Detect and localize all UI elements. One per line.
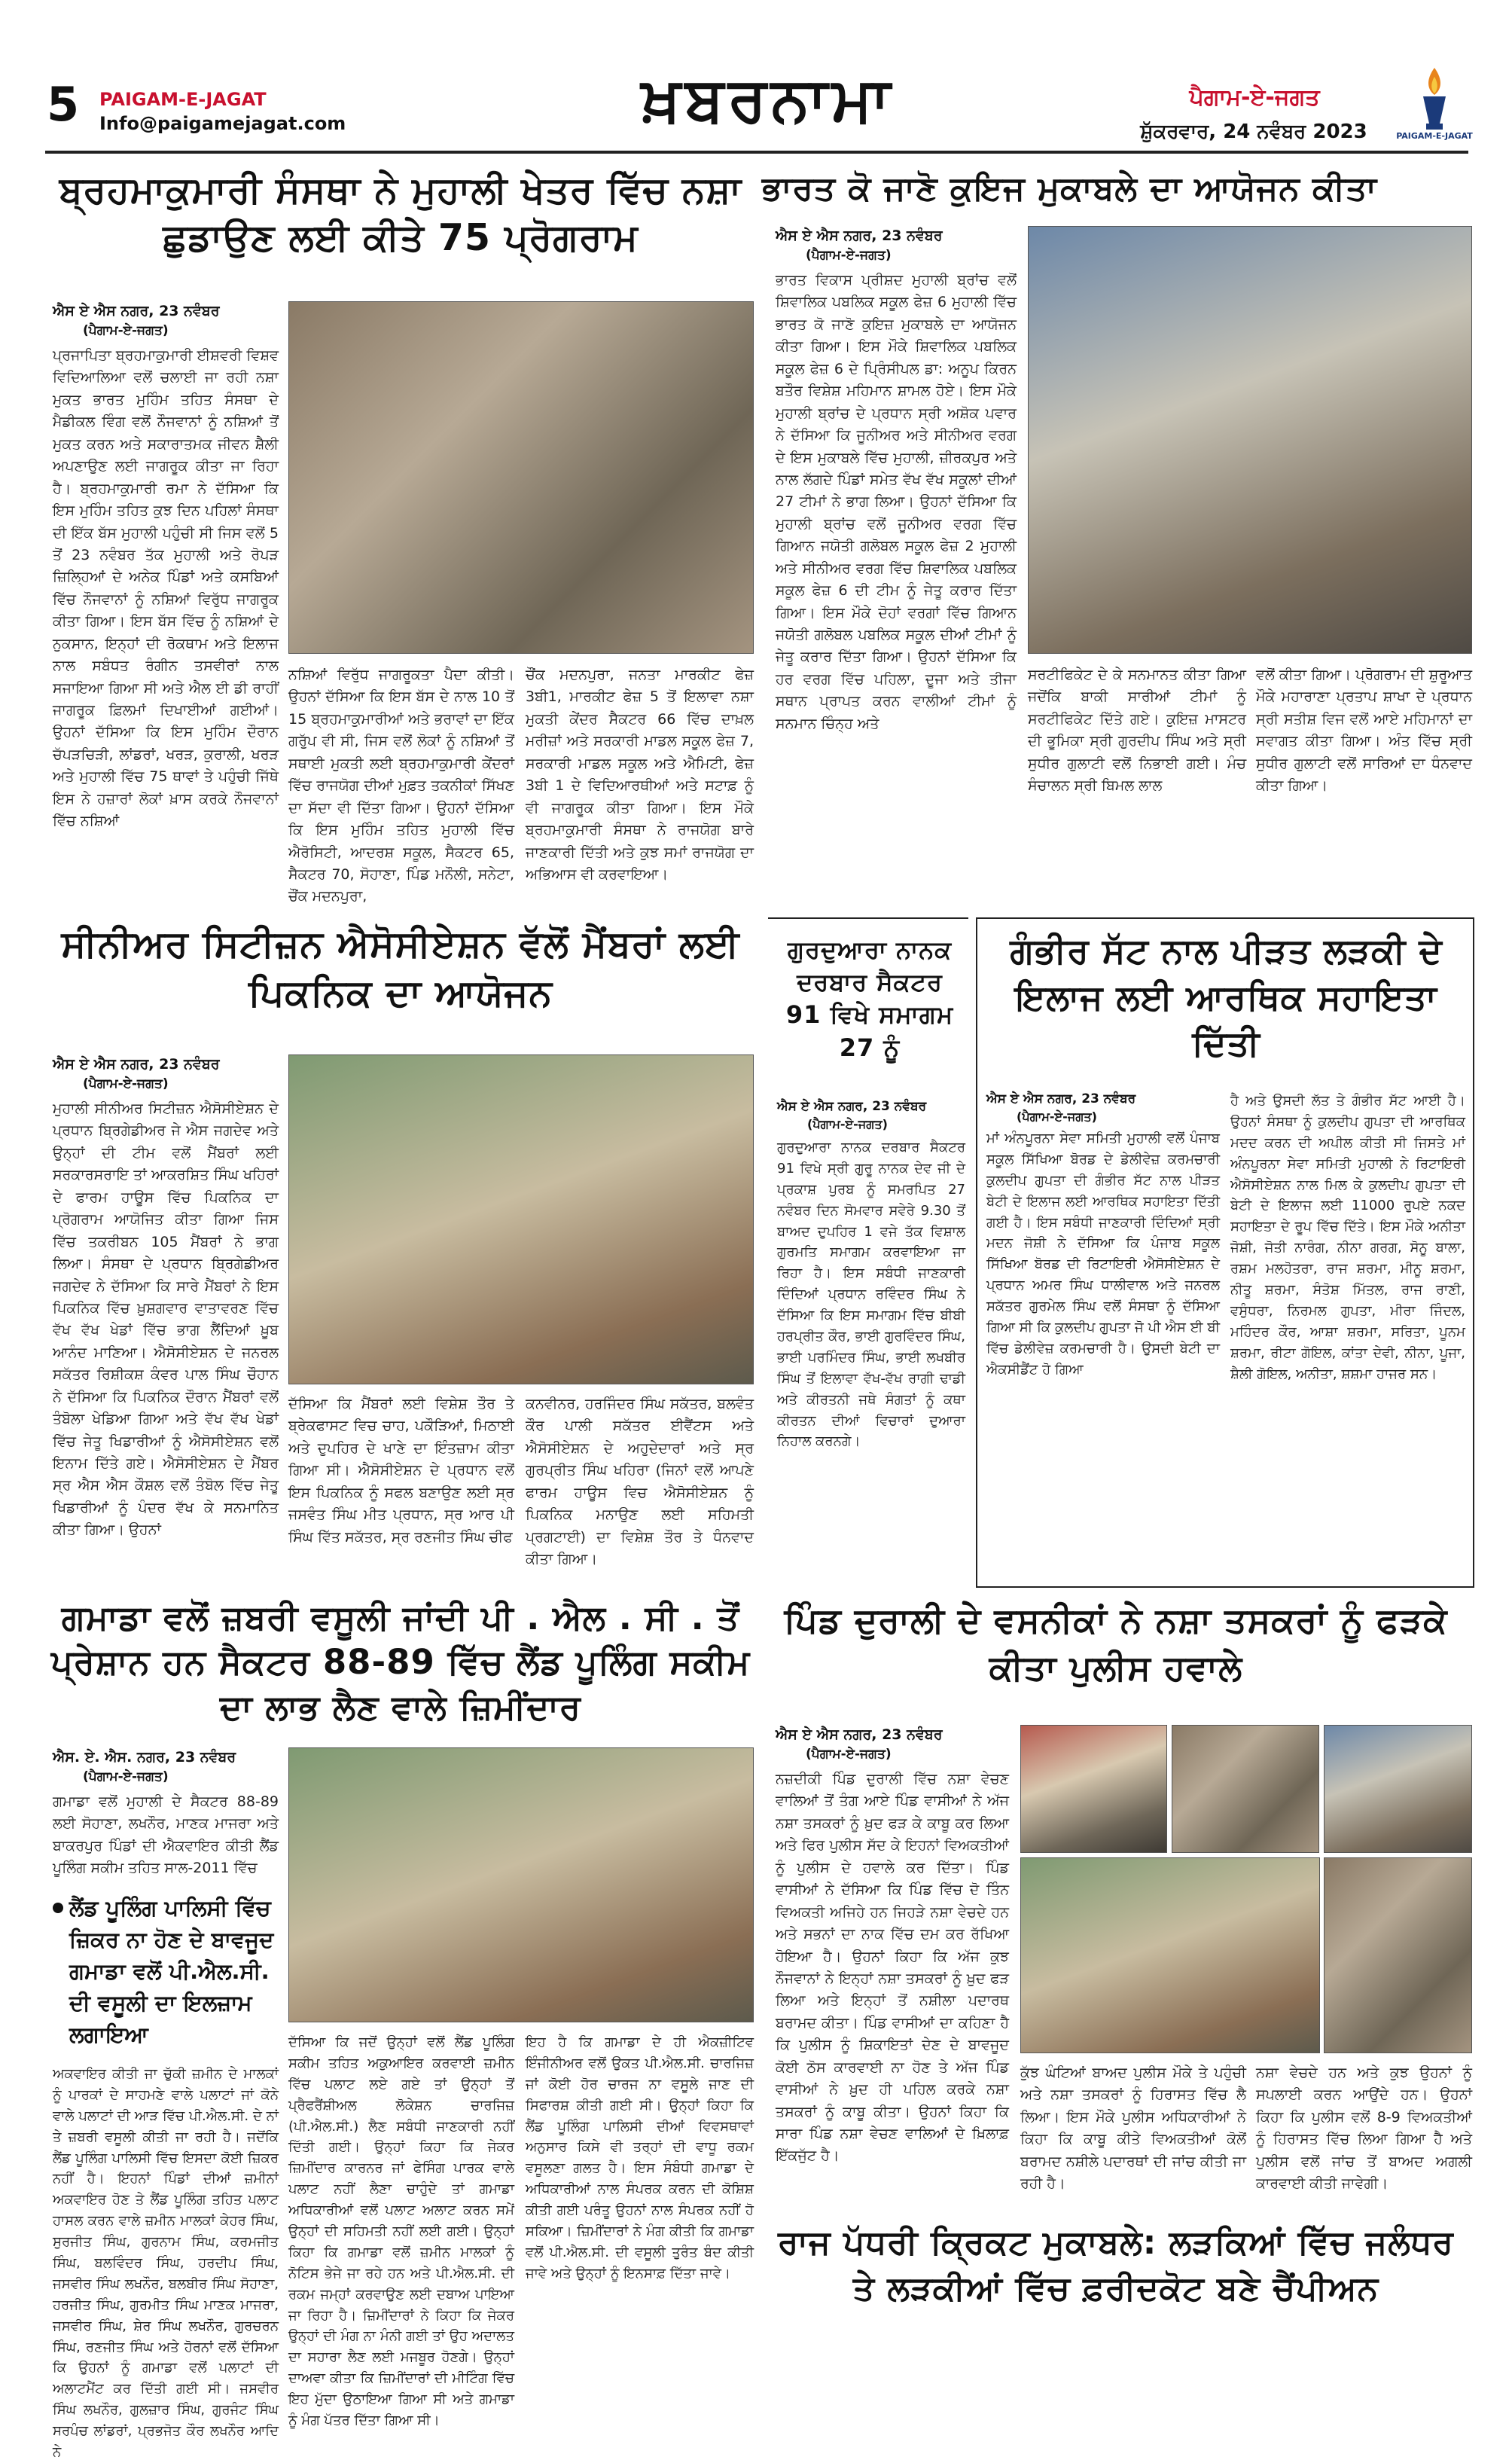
agency: (ਪੈਗਾਮ-ਏ-ਜਗਤ) bbox=[806, 1747, 892, 1762]
article-body-col2: ਹੈ ਅਤੇ ਉਸਦੀ ਲੱਤ ਤੇ ਗੰਭੀਰ ਸੱਟ ਆਈ ਹੈ। ਉਹਨਾਂ ਸੰਸਥਾ ਨੂੰ ਕੁਲਦੀਪ ਗੁਪਤਾ ਦੀ ਆਰਥਿਕ ਮਦਦ ਕਰਨ ਦੀ ਅਪੀਲ ਕੀਤੀ ਸੀ ਜਿਸਤੇ ਮਾਂ ਅੰਨਪੂਰਨਾ ਸੇਵਾ ਸਮਿਤੀ ਮੁਹਾਲੀ ਨੇ ਰਿਟਾਇਰੀ ਐਸੋਸੀਏਸ਼ਨ ਨਾਲ ਮਿਲ ਕੇ ਕੁਲਦੀਪ ਗੁਪਤਾ ਦੀ ਬੇਟੀ ਦੇ ਇਲਾਜ ਲਈ 11000 ਰੁਪਏ ਨਕਦ ਸਹਾਇਤਾ ਦੇ ਰੂਪ ਵਿੱਚ ਦਿੱਤੇ। ਇਸ ਮੌਕੇ ਅਨੀਤਾ ਜੋਸ਼ੀ, ਜੋਤੀ ਨਾਰੰਗ, ਨੀਨਾ ਗਰਗ, ਸੋਨੂ ਬਾਲਾ, ਰਸ਼ਮ ਮਲਹੋਤਰਾ, ਰਾਜ ਸ਼ਰਮਾ, ਮੀਨੂ ਸ਼ਰਮਾ, ਨੀਤੂ ਸ਼ਰਮਾ, ਸੰਤੋਸ਼ ਮਿੱਤਲ, ਰਾਜ ਰਾਣੀ, ਵਸੁੰਧਰਾ, ਨਿਰਮਲ ਗੁਪਤਾ, ਮੀਰਾ ਜਿੰਦਲ, ਮਹਿੰਦਰ ਕੌਰ, ਆਸ਼ਾ ਸ਼ਰਮਾ, ਸਰਿਤਾ, ਪੂਨਮ ਸ਼ਰਮਾ, ਰੀਟਾ ਗੋਇਲ, ਕਾਂਤਾ ਦੇਵੀ, ਨੀਨਾ, ਪੂਜਾ, ਸ਼ੈਲੀ ਗੋਇਲ, ਅਨੀਤਾ, ਸ਼ਸ਼ਮਾ ਹਾਜਰ ਸਨ। bbox=[1230, 1093, 1465, 1382]
article-body-col3: ਨਸ਼ਾ ਵੇਚਦੇ ਹਨ ਅਤੇ ਕੁਝ ਉਹਨਾਂ ਨੂੰ ਸਪਲਾਈ ਕਰਨ ਆਉਂਦੇ ਹਨ। ਉਹਨਾਂ ਕਿਹਾ ਕਿ ਪੁਲੀਸ ਵਲੋਂ 8-9 ਵਿਅਕਤੀਆਂ ਨੂੰ ਹਿਰਾਸਤ ਵਿੱਚ ਲਿਆ ਗਿਆ ਹੈ ਅਤੇ ਪੁਲੀਸ ਵਲੋਂ ਜਾਂਚ ਤੋਂ ਬਾਅਦ ਅਗਲੀ ਕਾਰਵਾਈ ਕੀਤੀ ਜਾਵੇਗੀ। bbox=[1256, 2065, 1472, 2193]
article-body-col1: ਪ੍ਰਜਾਪਿਤਾ ਬ੍ਰਹਮਾਕੁਮਾਰੀ ਈਸ਼ਵਰੀ ਵਿਸ਼ਵ ਵਿਦਿਆਲਿਆ ਵਲੋਂ ਚਲਾਈ ਜਾ ਰਹੀ ਨਸ਼ਾ ਮੁਕਤ ਭਾਰਤ ਮੁਹਿੰਮ ਤਹਿਤ ਸੰਸਥਾ ਦੇ ਮੈਡੀਕਲ ਵਿੰਗ ਵਲੋਂ ਨੌਜਵਾਨਾਂ ਨੂੰ ਨਸ਼ਿਆਂ ਤੋਂ ਮੁਕਤ ਕਰਨ ਅਤੇ ਸਕਾਰਾਤਮਕ ਜੀਵਨ ਸ਼ੈਲੀ ਅਪਣਾਉਣ ਲਈ ਜਾਗਰੂਕ ਕੀਤਾ ਜਾ ਰਿਹਾ ਹੈ। ਬ੍ਰਹਮਾਕੁਮਾਰੀ ਰਮਾ ਨੇ ਦੱਸਿਆ ਕਿ ਇਸ ਮੁਹਿੰਮ ਤਹਿਤ ਕੁਝ ਦਿਨ ਪਹਿਲਾਂ ਸੰਸਥਾ ਦੀ ਇੱਕ ਬੱਸ ਮੁਹਾਲੀ ਪਹੁੰਚੀ ਸੀ ਜਿਸ ਵਲੋਂ 5 ਤੋਂ 23 ਨਵੰਬਰ ਤੱਕ ਮੁਹਾਲੀ ਅਤੇ ਰੋਪੜ ਜ਼ਿਲ੍ਹਿਆਂ ਦੇ ਅਨੇਕ ਪਿੰਡਾਂ ਅਤੇ ਕਸਬਿਆਂ ਵਿੱਚ ਨੌਜਵਾਨਾਂ ਨੂੰ ਨਸ਼ਿਆਂ ਵਿਰੁੱਧ ਜਾਗਰੂਕ ਕੀਤਾ ਗਿਆ। ਇਸ ਬੱਸ ਵਿੱਚ ਨੂੰ ਨਸ਼ਿਆਂ ਦੇ ਨੁਕਸਾਨ, ਇਨ੍ਹਾਂ ਦੀ ਰੋਕਥਾਮ ਅਤੇ ਇਲਾਜ ਨਾਲ ਸਬੰਧਤ ਰੰਗੀਨ ਤਸਵੀਰਾਂ ਨਾਲ ਸਜਾਇਆ ਗਿਆ ਸੀ ਅਤੇ ਐਲ ਈ ਡੀ ਰਾਹੀਂ ਜਾਗਰੂਕ ਫ਼ਿਲਮਾਂ ਦਿਖਾਈਆਂ ਗਈਆਂ। ਉਹਨਾਂ ਦੱਸਿਆ ਕਿ ਇਸ ਮੁਹਿੰਮ ਦੌਰਾਨ ਚੱਪੜਚਿੜੀ, ਲਾਂਡਰਾਂ, ਖਰੜ, ਕੁਰਾਲੀ, ਖਰੜ ਅਤੇ ਮੁਹਾਲੀ ਵਿੱਚ 75 ਥਾਵਾਂ ਤੇ ਪਹੁੰਚੀ ਜਿੱਥੇ ਇਸ ਨੇ ਹਜ਼ਾਰਾਂ ਲੋਕਾਂ ਖ਼ਾਸ ਕਰਕੇ ਨੌਜਵਾਨਾਂ ਵਿੱਚ ਨਸ਼ਿਆਂ bbox=[53, 347, 279, 830]
article-body-col2: ਸਰਟੀਫਿਕੇਟ ਦੇ ਕੇ ਸਨਮਾਨਤ ਕੀਤਾ ਗਿਆ ਜਦੋਂਕਿ ਬਾਕੀ ਸਾਰੀਆਂ ਟੀਮਾਂ ਨੂੰ ਸਰਟੀਫਿਕੇਟ ਦਿੱਤੇ ਗਏ। ਕੁਇਜ਼ ਮਾਸਟਰ ਦੀ ਭੂਮਿਕਾ ਸ੍ਰੀ ਗੁਰਦੀਪ ਸਿੰਘ ਅਤੇ ਸ੍ਰੀ ਸੁਧੀਰ ਗੁਲਾਟੀ ਵਲੋਂ ਨਿਭਾਈ ਗਈ। ਮੰਚ ਸੰਚਾਲਨ ਸ੍ਰੀ ਬਿਮਲ ਲਾਲ bbox=[1028, 667, 1246, 795]
bullet-icon bbox=[53, 1903, 63, 1913]
photo-picnic bbox=[288, 1054, 754, 1384]
page-number: 5 bbox=[47, 77, 80, 132]
headline-financial-aid: ਗੰਭੀਰ ਸੱਟ ਨਾਲ ਪੀੜਤ ਲੜਕੀ ਦੇ ਇਲਾਜ ਲਈ ਆਰਥਿਕ ਸਹਾਇਤਾ ਦਿੱਤੀ bbox=[1010, 930, 1443, 1064]
photo-awareness-gathering bbox=[288, 301, 754, 654]
agency: (ਪੈਗਾਮ-ਏ-ਜਗਤ) bbox=[807, 1117, 888, 1131]
dateline: ਐਸ ਏ ਐਸ ਨਗਰ, 23 ਨਵੰਬਰ bbox=[776, 227, 943, 244]
dateline: ਐਸ ਏ ਐਸ ਨਗਰ, 23 ਨਵੰਬਰ bbox=[53, 1056, 220, 1073]
headline-gurdwara: ਗੁਰਦੁਆਰਾ ਨਾਨਕ ਦਰਬਾਰ ਸੈਕਟਰ 91 ਵਿਖੇ ਸਮਾਗਮ 27 ਨੂੰ bbox=[785, 935, 954, 1062]
agency: (ਪੈਗਾਮ-ਏ-ਜਗਤ) bbox=[1017, 1109, 1097, 1124]
article-body-col2: ਕੁੱਝ ਘੰਟਿਆਂ ਬਾਅਦ ਪੁਲੀਸ ਮੌਕੇ ਤੇ ਪਹੁੰਚੀ ਅਤੇ ਨਸ਼ਾ ਤਸਕਰਾਂ ਨੂੰ ਹਿਰਾਸਤ ਵਿੱਚ ਲੈ ਲਿਆ। ਇਸ ਮੌਕੇ ਪੁਲੀਸ ਅਧਿਕਾਰੀਆਂ ਨੇ ਕਿਹਾ ਕਿ ਕਾਬੂ ਕੀਤੇ ਵਿਅਕਤੀਆਂ ਕੋਲੋਂ ਬਰਾਮਦ ਨਸ਼ੀਲੇ ਪਦਾਰਥਾਂ ਦੀ ਜਾਂਚ ਕੀਤੀ ਜਾ ਰਹੀ ਹੈ। bbox=[1020, 2065, 1246, 2193]
article-body-col1: ਅਕਵਾਇਰ ਕੀਤੀ ਜਾ ਚੁੱਕੀ ਜ਼ਮੀਨ ਦੇ ਮਾਲਕਾਂ ਨੂੰ ਪਾਰਕਾਂ ਦੇ ਸਾਹਮਣੇ ਵਾਲੇ ਪਲਾਟਾਂ ਜਾਂ ਕੋਨੇ ਵਾਲੇ ਪਲਾਟਾਂ ਦੀ ਆੜ ਵਿੱਚ ਪੀ.ਐਲ.ਸੀ. ਦੇ ਨਾਂ ਤੇ ਜ਼ਬਰੀ ਵਸੂਲੀ ਕੀਤੀ ਜਾ ਰਹੀ ਹੈ। ਜਦੋਂਕਿ ਲੈਂਡ ਪੂਲਿੰਗ ਪਾਲਿਸੀ ਵਿੱਚ ਇਸਦਾ ਕੋਈ ਜ਼ਿਕਰ ਨਹੀਂ ਹੈ। ਇਹਨਾਂ ਪਿੰਡਾਂ ਦੀਆਂ ਜ਼ਮੀਨਾਂ ਅਕਵਾਇਰ ਹੋਣ ਤੇ ਲੈਂਡ ਪੂਲਿੰਗ ਤਹਿਤ ਪਲਾਟ ਹਾਸਲ ਕਰਨ ਵਾਲੇ ਜ਼ਮੀਨ ਮਾਲਕਾਂ ਕੇਹਰ ਸਿੰਘ, ਸੁਰਜੀਤ ਸਿੰਘ, ਗੁਰਨਾਮ ਸਿੰਘ, ਕਰਮਜੀਤ ਸਿੰਘ, ਬਲਵਿੰਦਰ ਸਿੰਘ, ਹਰਦੀਪ ਸਿੰਘ, ਜਸਵੀਰ ਸਿੰਘ ਲਖਨੌਰ, ਬਲਬੀਰ ਸਿੰਘ ਸੋਹਾਣਾ, ਹਰਜੀਤ ਸਿੰਘ, ਗੁਰਮੀਤ ਸਿੰਘ ਮਾਣਕ ਮਾਜਰਾ, ਜਸਵੀਰ ਸਿੰਘ, ਸ਼ੇਰ ਸਿੰਘ ਲਖਨੌਰ, ਗੁਰਚਰਨ ਸਿੰਘ, ਰਣਜੀਤ ਸਿੰਘ ਅਤੇ ਹੋਰਨਾਂ ਵਲੋਂ ਦੱਸਿਆ ਕਿ ਉਹਨਾਂ ਨੂੰ ਗਮਾਡਾ ਵਲੋਂ ਪਲਾਟਾਂ ਦੀ ਅਲਾਟਮੈਂਟ ਕਰ ਦਿੱਤੀ ਗਈ ਸੀ। ਜਸਵੀਰ ਸਿੰਘ ਲਖਨੌਰ, ਗੁਲਜ਼ਾਰ ਸਿੰਘ, ਗੁਰਜੰਟ ਸਿੰਘ ਸਰਪੰਚ ਲਾਂਡਰਾਂ, ਪ੍ਰਭਜੋਤ ਕੌਰ ਲਖਨੌਰ ਆਦਿ ਨੇ bbox=[53, 2066, 279, 2461]
subhead-box bbox=[53, 1892, 279, 2058]
article-body-col3: ਕਨਵੀਨਰ, ਹਰਜਿੰਦਰ ਸਿੰਘ ਸਕੱਤਰ, ਬਲਵੰਤ ਕੌਰ ਪਾਲੀ ਸਕੱਤਰ ਈਵੈਂਟਸ ਅਤੇ ਐਸੋਸੀਏਸ਼ਨ ਦੇ ਅਹੁਦੇਦਾਰਾਂ ਅਤੇ ਸ੍ਰ ਗੁਰਪ੍ਰੀਤ ਸਿੰਘ ਖਹਿਰਾ (ਜਿਨਾਂ ਵਲੋਂ ਆਪਣੇ ਫਾਰਮ ਹਾਊਸ ਵਿਚ ਐਸੋਸੀਏਸ਼ਨ ਨੂੰ ਪਿਕਨਿਕ ਮਨਾਉਣ ਲਈ ਸਹਿਮਤੀ ਪ੍ਰਗਟਾਈ) ਦਾ ਵਿਸ਼ੇਸ਼ ਤੌਰ ਤੇ ਧੰਨਵਾਦ ਕੀਤਾ ਗਿਆ। bbox=[526, 1396, 754, 1568]
article-body-col1: ਨਜ਼ਦੀਕੀ ਪਿੰਡ ਦੁਰਾਲੀ ਵਿੱਚ ਨਸ਼ਾ ਵੇਚਣ ਵਾਲਿਆਂ ਤੋਂ ਤੰਗ ਆਏ ਪਿੰਡ ਵਾਸੀਆਂ ਨੇ ਅੱਜ ਨਸ਼ਾ ਤਸਕਰਾਂ ਨੂੰ ਖ਼ੁਦ ਫੜ ਕੇ ਕਾਬੂ ਕਰ ਲਿਆ ਅਤੇ ਫਿਰ ਪੁਲੀਸ ਸੱਦ ਕੇ ਇਹਨਾਂ ਵਿਅਕਤੀਆਂ ਨੂੰ ਪੁਲੀਸ ਦੇ ਹਵਾਲੇ ਕਰ ਦਿੱਤਾ। ਪਿੰਡ ਵਾਸੀਆਂ ਨੇ ਦੱਸਿਆ ਕਿ ਪਿੰਡ ਵਿੱਚ ਦੋ ਤਿੰਨ ਵਿਅਕਤੀ ਅਜਿਹੇ ਹਨ ਜਿਹੜੇ ਨਸ਼ਾ ਵੇਚਦੇ ਹਨ ਅਤੇ ਸਭਨਾਂ ਦਾ ਨਾਕ ਵਿੱਚ ਦਮ ਕਰ ਰੱਖਿਆ ਹੋਇਆ ਹੈ। ਉਹਨਾਂ ਕਿਹਾ ਕਿ ਅੱਜ ਕੁਝ ਨੌਜਵਾਨਾਂ ਨੇ ਇਨ੍ਹਾਂ ਨਸ਼ਾ ਤਸਕਰਾਂ ਨੂੰ ਖ਼ੁਦ ਫੜ ਲਿਆ ਅਤੇ ਇਨ੍ਹਾਂ ਤੋਂ ਨਸ਼ੀਲਾ ਪਦਾਰਥ ਬਰਾਮਦ ਕੀਤਾ। ਪਿੰਡ ਵਾਸੀਆਂ ਦਾ ਕਹਿਣਾ ਹੈ ਕਿ ਪੁਲੀਸ ਨੂੰ ਸ਼ਿਕਾਇਤਾਂ ਦੇਣ ਦੇ ਬਾਵਜੂਦ ਕੋਈ ਠੋਸ ਕਾਰਵਾਈ ਨਾ ਹੋਣ ਤੇ ਅੱਜ ਪਿੰਡ ਵਾਸੀਆਂ ਨੇ ਖ਼ੁਦ ਹੀ ਪਹਿਲ ਕਰਕੇ ਨਸ਼ਾ ਤਸਕਰਾਂ ਨੂੰ ਕਾਬੂ ਕੀਤਾ। ਉਹਨਾਂ ਕਿਹਾ ਕਿ ਸਾਰਾ ਪਿੰਡ ਨਸ਼ਾ ਵੇਚਣ ਵਾਲਿਆਂ ਦੇ ਖ਼ਿਲਾਫ਼ ਇੱਕਜੁੱਟ ਹੈ। bbox=[776, 1771, 1009, 2165]
agency: (ਪੈਗਾਮ-ਏ-ਜਗਤ) bbox=[83, 323, 169, 338]
article-body-col3: ਇਹ ਹੈ ਕਿ ਗਮਾਡਾ ਦੇ ਹੀ ਐਕਜ਼ੀਟਿਵ ਇੰਜੀਨੀਅਰ ਵਲੋਂ ਉਕਤ ਪੀ.ਐਲ.ਸੀ. ਚਾਰਜਿਜ਼ ਜਾਂ ਕੋਈ ਹੋਰ ਚਾਰਜ ਨਾ ਵਸੂਲੇ ਜਾਣ ਦੀ ਸਿਫਾਰਸ਼ ਕੀਤੀ ਗਈ ਸੀ। ਉਨ੍ਹਾਂ ਕਿਹਾ ਕਿ ਲੈਂਡ ਪੂਲਿੰਗ ਪਾਲਿਸੀ ਦੀਆਂ ਵਿਵਸਥਾਵਾਂ ਅਨੁਸਾਰ ਕਿਸੇ ਵੀ ਤਰ੍ਹਾਂ ਦੀ ਵਾਧੂ ਰਕਮ ਵਸੂਲਣਾ ਗਲਤ ਹੈ। ਇਸ ਸੰਬੰਧੀ ਗਮਾਡਾ ਦੇ ਅਧਿਕਾਰੀਆਂ ਨਾਲ ਸੰਪਰਕ ਕਰਨ ਦੀ ਕੋਸ਼ਿਸ਼ ਕੀਤੀ ਗਈ ਪਰੰਤੂ ਉਹਨਾਂ ਨਾਲ ਸੰਪਰਕ ਨਹੀਂ ਹੋ ਸਕਿਆ। ਜ਼ਿਮੀਂਦਾਰਾਂ ਨੇ ਮੰਗ ਕੀਤੀ ਕਿ ਗਮਾਡਾ ਵਲੋਂ ਪੀ.ਐਲ.ਸੀ. ਦੀ ਵਸੂਲੀ ਤੁਰੰਤ ਬੰਦ ਕੀਤੀ ਜਾਵੇ ਅਤੇ ਉਨ੍ਹਾਂ ਨੂੰ ਇਨਸਾਫ਼ ਦਿੱਤਾ ਜਾਵੇ। bbox=[526, 2034, 754, 2281]
agency: (ਪੈਗਾਮ-ਏ-ਜਗਤ) bbox=[806, 248, 892, 263]
logo-caption: PAIGAM-E-JAGAT bbox=[1396, 131, 1473, 141]
photo-police-3 bbox=[1324, 1725, 1472, 1853]
agency: (ਪੈਗਾਮ-ਏ-ਜਗਤ) bbox=[83, 1076, 169, 1091]
agency: (ਪੈਗਾਮ-ਏ-ਜਗਤ) bbox=[83, 1769, 169, 1784]
headline-quiz: ਭਾਰਤ ਕੋ ਜਾਣੋ ਕੁਇਜ ਮੁਕਾਬਲੇ ਦਾ ਆਯੋਜਨ ਕੀਤਾ bbox=[762, 169, 1378, 208]
torch-logo bbox=[1393, 62, 1476, 145]
article-body-col2: ਨਸ਼ਿਆਂ ਵਿਰੁੱਧ ਜਾਗਰੂਕਤਾ ਪੈਦਾ ਕੀਤੀ। ਉਹਨਾਂ ਦੱਸਿਆ ਕਿ ਇਸ ਬੱਸ ਦੇ ਨਾਲ 10 ਤੋਂ 15 ਬ੍ਰਹਮਾਕੁਮਾਰੀਆਂ ਅਤੇ ਭਰਾਵਾਂ ਦਾ ਇੱਕ ਗਰੁੱਪ ਵੀ ਸੀ, ਜਿਸ ਵਲੋਂ ਲੋਕਾਂ ਨੂੰ ਨਸ਼ਿਆਂ ਤੋਂ ਸਥਾਈ ਮੁਕਤੀ ਲਈ ਬ੍ਰਹਮਾਕੁਮਾਰੀ ਕੇਂਦਰਾਂ ਵਿੱਚ ਰਾਜਯੋਗ ਦੀਆਂ ਮੁਫ਼ਤ ਤਕਨੀਕਾਂ ਸਿੱਖਣ ਦਾ ਸੱਦਾ ਵੀ ਦਿੱਤਾ ਗਿਆ। ਉਹਨਾਂ ਦੱਸਿਆ ਕਿ ਇਸ ਮੁਹਿੰਮ ਤਹਿਤ ਮੁਹਾਲੀ ਵਿੱਚ ਐਰੋਸਿਟੀ, ਆਦਰਸ਼ ਸਕੂਲ, ਸੈਕਟਰ 65, ਸੈਕਟਰ 70, ਸੋਹਾਣਾ, ਪਿੰਡ ਮਨੌਲੀ, ਸਨੇਟਾ, ਚੌਂਕ ਮਦਨਪੁਰਾ, bbox=[288, 667, 514, 905]
headline-durali: ਪਿੰਡ ਦੁਰਾਲੀ ਦੇ ਵਸਨੀਕਾਂ ਨੇ ਨਸ਼ਾ ਤਸਕਰਾਂ ਨੂੰ ਫੜਕੇ ਕੀਤਾ ਪੁਲੀਸ ਹਵਾਲੇ bbox=[784, 1600, 1448, 1688]
article-body-col1: ਭਾਰਤ ਵਿਕਾਸ ਪ੍ਰੀਸ਼ਦ ਮੁਹਾਲੀ ਬ੍ਰਾਂਚ ਵਲੋਂ ਸ਼ਿਵਾਲਿਕ ਪਬਲਿਕ ਸਕੂਲ ਫੇਜ਼ 6 ਮੁਹਾਲੀ ਵਿੱਚ ਭਾਰਤ ਕੋ ਜਾਣੋ ਕੁਇਜ਼ ਮੁਕਾਬਲੇ ਦਾ ਆਯੋਜਨ ਕੀਤਾ ਗਿਆ। ਇਸ ਮੌਕੇ ਸ਼ਿਵਾਲਿਕ ਪਬਲਿਕ ਸਕੂਲ ਫੇਜ਼ 6 ਦੇ ਪ੍ਰਿੰਸੀਪਲ ਡਾ: ਅਨੂਪ ਕਿਰਨ ਬਤੌਰ ਵਿਸ਼ੇਸ਼ ਮਹਿਮਾਨ ਸ਼ਾਮਲ ਹੋਏ। ਇਸ ਮੌਕੇ ਮੁਹਾਲੀ ਬ੍ਰਾਂਚ ਦੇ ਪ੍ਰਧਾਨ ਸ੍ਰੀ ਅਸ਼ੋਕ ਪਵਾਰ ਨੇ ਦੱਸਿਆ ਕਿ ਜੂਨੀਅਰ ਅਤੇ ਸੀਨੀਅਰ ਵਰਗ ਦੇ ਇਸ ਮੁਕਾਬਲੇ ਵਿੱਚ ਮੁਹਾਲੀ, ਜ਼ੀਰਕਪੁਰ ਅਤੇ ਨਾਲ ਲੱਗਦੇ ਪਿੰਡਾਂ ਸਮੇਤ ਵੱਖ ਵੱਖ ਸਕੂਲਾਂ ਦੀਆਂ 27 ਟੀਮਾਂ ਨੇ ਭਾਗ ਲਿਆ। ਉਹਨਾਂ ਦੱਸਿਆ ਕਿ ਮੁਹਾਲੀ ਬ੍ਰਾਂਚ ਵਲੋਂ ਜੂਨੀਅਰ ਵਰਗ ਵਿੱਚ ਗਿਆਨ ਜਯੋਤੀ ਗਲੋਬਲ ਸਕੂਲ ਫੇਜ਼ 2 ਮੁਹਾਲੀ ਅਤੇ ਸੀਨੀਅਰ ਵਰਗ ਵਿੱਚ ਸ਼ਿਵਾਲਿਕ ਪਬਲਿਕ ਸਕੂਲ ਫੇਜ਼ 6 ਦੀ ਟੀਮ ਨੂੰ ਜੇਤੂ ਕਰਾਰ ਦਿੱਤਾ ਗਿਆ। ਇਸ ਮੌਕੇ ਦੋਹਾਂ ਵਰਗਾਂ ਵਿੱਚ ਗਿਆਨ ਜਯੋਤੀ ਗਲੋਬਲ ਪਬਲਿਕ ਸਕੂਲ ਦੀਆਂ ਟੀਮਾਂ ਨੂੰ ਜੇਤੂ ਕਰਾਰ ਦਿੱਤਾ ਗਿਆ। ਉਹਨਾਂ ਦੱਸਿਆ ਕਿ ਹਰ ਵਰਗ ਵਿੱਚ ਪਹਿਲਾ, ਦੂਜਾ ਅਤੇ ਤੀਜਾ ਸਥਾਨ ਪ੍ਰਾਪਤ ਕਰਨ ਵਾਲੀਆਂ ਟੀਮਾਂ ਨੂੰ ਸਨਮਾਨ ਚਿੰਨ੍ਹ ਅਤੇ bbox=[776, 272, 1017, 732]
dateline: ਐਸ ਏ ਐਸ ਨਗਰ, 23 ਨਵੰਬਰ bbox=[777, 1099, 927, 1114]
article-body-col1: ਮਾਂ ਅੰਨਪੂਰਨਾ ਸੇਵਾ ਸਮਿਤੀ ਮੁਹਾਲੀ ਵਲੋਂ ਪੰਜਾਬ ਸਕੂਲ ਸਿੱਖਿਆ ਬੋਰਡ ਦੇ ਡੇਲੀਵੇਜ਼ ਕਰਮਚਾਰੀ ਕੁਲਦੀਪ ਗੁਪਤਾ ਦੀ ਗੰਭੀਰ ਸੱਟ ਨਾਲ ਪੀੜਤ ਬੇਟੀ ਦੇ ਇਲਾਜ ਲਈ ਆਰਥਿਕ ਸਹਾਇਤਾ ਦਿੱਤੀ ਗਈ ਹੈ। ਇਸ ਸਬੰਧੀ ਜਾਣਕਾਰੀ ਦਿੰਦਿਆਂ ਸ੍ਰੀ ਮਦਨ ਜੋਸ਼ੀ ਨੇ ਦੱਸਿਆ ਕਿ ਪੰਜਾਬ ਸਕੂਲ ਸਿੱਖਿਆ ਬੋਰਡ ਦੀ ਰਿਟਾਇਰੀ ਐਸੋਸੀਏਸ਼ਨ ਦੇ ਪ੍ਰਧਾਨ ਅਮਰ ਸਿੰਘ ਧਾਲੀਵਾਲ ਅਤੇ ਜਨਰਲ ਸਕੱਤਰ ਗੁਰਮੇਲ ਸਿੰਘ ਵਲੋਂ ਸੰਸਥਾ ਨੂੰ ਦੱਸਿਆ ਗਿਆ ਸੀ ਕਿ ਕੁਲਦੀਪ ਗੁਪਤਾ ਜੋ ਪੀ ਐਸ ਈ ਬੀ ਵਿੱਚ ਡੇਲੀਵੇਜ਼ ਕਰਮਚਾਰੀ ਹੈ। ਉਸਦੀ ਬੇਟੀ ਦਾ ਐਕਸੀਡੈਂਟ ਹੋ ਗਿਆ bbox=[986, 1131, 1220, 1378]
headline-cricket: ਰਾਜ ਪੱਧਰੀ ਕ੍ਰਿਕਟ ਮੁਕਾਬਲੇ: ਲੜਕਿਆਂ ਵਿੱਚ ਜਲੰਧਰ ਤੇ ਲੜਕੀਆਂ ਵਿੱਚ ਫ਼ਰੀਦਕੋਟ ਬਣੇ ਚੈਂਪੀਅਨ bbox=[778, 2223, 1454, 2308]
email[interactable]: Info@paigamejagat.com bbox=[99, 113, 346, 134]
headline-gmada: ਗਮਾਡਾ ਵਲੋਂ ਜ਼ਬਰੀ ਵਸੂਲੀ ਜਾਂਦੀ ਪੀ . ਐਲ . ਸੀ . ਤੋਂ ਪ੍ਰੇਸ਼ਾਨ ਹਨ ਸੈਕਟਰ 88-89 ਵਿੱਚ ਲੈਂਡ ਪੂਲਿੰਗ ਸਕੀਮ ਦਾ ਲਾਭ ਲੈਣ ਵਾਲੇ ਜ਼ਿਮੀਂਦਾਰ bbox=[50, 1598, 751, 1727]
masthead bbox=[0, 0, 1512, 158]
photo-police-1 bbox=[1020, 1725, 1167, 1853]
issue-date: ਸ਼ੁੱਕਰਵਾਰ, 24 ਨਵੰਬਰ 2023 bbox=[1140, 121, 1367, 143]
article-body-col2: ਦੱਸਿਆ ਕਿ ਮੈਂਬਰਾਂ ਲਈ ਵਿਸ਼ੇਸ਼ ਤੌਰ ਤੇ ਬ੍ਰੇਕਫਾਸਟ ਵਿਚ ਚਾਹ, ਪਕੌੜਿਆਂ, ਮਿਠਾਈ ਅਤੇ ਦੁਪਹਿਰ ਦੇ ਖਾਣੇ ਦਾ ਇੰਤਜ਼ਾਮ ਕੀਤਾ ਗਿਆ ਸੀ। ਐਸੋਸੀਏਸ਼ਨ ਦੇ ਪ੍ਰਧਾਨ ਵਲੋਂ ਇਸ ਪਿਕਨਿਕ ਨੂੰ ਸਫਲ ਬਣਾਉਣ ਲਈ ਸ੍ਰ ਜਸਵੰਤ ਸਿੰਘ ਮੀਤ ਪ੍ਰਧਾਨ, ਸ੍ਰ ਆਰ ਪੀ ਸਿੰਘ ਵਿੱਤ ਸਕੱਤਰ, ਸ੍ਰ ਰਣਜੀਤ ਸਿੰਘ ਚੀਫ bbox=[288, 1396, 514, 1546]
dateline: ਐਸ. ਏ. ਐਸ. ਨਗਰ, 23 ਨਵੰਬਰ bbox=[53, 1749, 236, 1766]
article-body-col3: ਚੌਂਕ ਮਦਨਪੁਰਾ, ਜਨਤਾ ਮਾਰਕੀਟ ਫੇਜ਼ 3ਬੀ1, ਮਾਰਕੀਟ ਫੇਜ਼ 5 ਤੋਂ ਇਲਾਵਾ ਨਸ਼ਾ ਮੁਕਤੀ ਕੇਂਦਰ ਸੈਕਟਰ 66 ਵਿੱਚ ਦਾਖ਼ਲ ਮਰੀਜ਼ਾਂ ਅਤੇ ਸਰਕਾਰੀ ਮਾਡਲ ਸਕੂਲ ਫੇਜ਼ 7, ਸਰਕਾਰੀ ਮਾਡਲ ਸਕੂਲ ਅਤੇ ਐਮਿਟੀ, ਫੇਜ਼ 3ਬੀ 1 ਦੇ ਵਿਦਿਆਰਥੀਆਂ ਅਤੇ ਸਟਾਫ਼ ਨੂੰ ਵੀ ਜਾਗਰੂਕ ਕੀਤਾ ਗਿਆ। ਇਸ ਮੌਕੇ ਬ੍ਰਹਮਾਕੁਮਾਰੀ ਸੰਸਥਾ ਨੇ ਰਾਜਯੋਗ ਬਾਰੇ ਜਾਣਕਾਰੀ ਦਿੱਤੀ ਅਤੇ ਕੁਝ ਸਮਾਂ ਰਾਜਯੋਗ ਦਾ ਅਭਿਆਸ ਵੀ ਕਰਵਾਇਆ। bbox=[526, 667, 754, 883]
article-lead: ਗਮਾਡਾ ਵਲੋਂ ਮੁਹਾਲੀ ਦੇ ਸੈਕਟਰ 88-89 ਲਈ ਸੋਹਾਣਾ, ਲਖਨੌਰ, ਮਾਣਕ ਮਾਜਰਾ ਅਤੇ ਬਾਕਰਪੁਰ ਪਿੰਡਾਂ ਦੀ ਐਕਵਾਇਰ ਕੀਤੀ ਲੈਂਡ ਪੂਲਿੰਗ ਸਕੀਮ ਤਹਿਤ ਸਾਲ-2011 ਵਿੱਚ bbox=[53, 1793, 279, 1877]
photo-landowners bbox=[288, 1747, 754, 2022]
article-body-col3: ਵਲੋਂ ਕੀਤਾ ਗਿਆ। ਪ੍ਰੋਗਰਾਮ ਦੀ ਸ਼ੁਰੂਆਤ ਮੌਕੇ ਮਹਾਰਾਣਾ ਪ੍ਰਤਾਪ ਸ਼ਾਖਾ ਦੇ ਪ੍ਰਧਾਨ ਸ੍ਰੀ ਸਤੀਸ਼ ਵਿਜ ਵਲੋਂ ਆਏ ਮਹਿਮਾਨਾਂ ਦਾ ਸਵਾਗਤ ਕੀਤਾ ਗਿਆ। ਅੰਤ ਵਿੱਚ ਸ੍ਰੀ ਸੁਧੀਰ ਗੁਲਾਟੀ ਵਲੋਂ ਸਾਰਿਆਂ ਦਾ ਧੰਨਵਾਦ ਕੀਤਾ ਗਿਆ। bbox=[1256, 667, 1472, 795]
article-body-col1: ਮੁਹਾਲੀ ਸੀਨੀਅਰ ਸਿਟੀਜ਼ਨ ਐਸੋਸੀਏਸ਼ਨ ਦੇ ਪ੍ਰਧਾਨ ਬ੍ਰਿਗੇਡੀਅਰ ਜੇ ਐਸ ਜਗਦੇਵ ਅਤੇ ਉਨ੍ਹਾਂ ਦੀ ਟੀਮ ਵਲੋਂ ਮੈਂਬਰਾਂ ਲਈ ਸਰਕਾਰਸਰਾਇ ਤਾਂ ਆਕਰਸ਼ਿਤ ਸਿੰਘ ਖਹਿਰਾਂ ਦੇ ਫਾਰਮ ਹਾਊਸ ਵਿੱਚ ਪਿਕਨਿਕ ਦਾ ਪ੍ਰੋਗਰਾਮ ਆਯੋਜਿਤ ਕੀਤਾ ਗਿਆ ਜਿਸ ਵਿੱਚ ਤਕਰੀਬਨ 105 ਮੈਂਬਰਾਂ ਨੇ ਭਾਗ ਲਿਆ। ਸੰਸਥਾ ਦੇ ਪ੍ਰਧਾਨ ਬ੍ਰਿਗੇਡੀਅਰ ਜਗਦੇਵ ਨੇ ਦੱਸਿਆ ਕਿ ਸਾਰੇ ਮੈਂਬਰਾਂ ਨੇ ਇਸ ਪਿਕਨਿਕ ਵਿੱਚ ਖ਼ੁਸ਼ਗਵਾਰ ਵਾਤਾਵਰਣ ਵਿੱਚ ਵੱਖ ਵੱਖ ਖੇਡਾਂ ਵਿੱਚ ਭਾਗ ਲੈਂਦਿਆਂ ਖ਼ੂਬ ਆਨੰਦ ਮਾਣਿਆ। ਐਸੋਸੀਏਸ਼ਨ ਦੇ ਜਨਰਲ ਸਕੱਤਰ ਰਿਸ਼ੀਕਸ਼ ਕੰਵਰ ਪਾਲ ਸਿੰਘ ਚੌਹਾਨ ਨੇ ਦੱਸਿਆ ਕਿ ਪਿਕਨਿਕ ਦੌਰਾਨ ਮੈਂਬਰਾਂ ਵਲੋਂ ਤੰਬੋਲਾ ਖੇਡਿਆ ਗਿਆ ਅਤੇ ਵੱਖ ਵੱਖ ਖੇਡਾਂ ਵਿੱਚ ਜੇਤੂ ਖਿਡਾਰੀਆਂ ਨੂੰ ਐਸੋਸੀਏਸ਼ਨ ਵਲੋਂ ਇਨਾਮ ਦਿੱਤੇ ਗਏ। ਐਸੋਸੀਏਸ਼ਨ ਦੇ ਮੈਂਬਰ ਸ੍ਰ ਐਸ ਐਸ ਕੌਸ਼ਲ ਵਲੋਂ ਤੰਬੋਲ ਵਿੱਚ ਜੇਤੂ ਖਿਡਾਰੀਆਂ ਨੂੰ ਪੰਦਰ ਵੱਖ ਕੇ ਸਨਮਾਨਿਤ ਕੀਤਾ ਗਿਆ। ਉਹਨਾਂ bbox=[53, 1100, 279, 1539]
photo-police-2 bbox=[1172, 1725, 1319, 1853]
dateline: ਐਸ ਏ ਐਸ ਨਗਰ, 23 ਨਵੰਬਰ bbox=[53, 303, 220, 319]
masthead-rule bbox=[45, 151, 1468, 154]
article-body-col2: ਦੱਸਿਆ ਕਿ ਜਦੋਂ ਉਨ੍ਹਾਂ ਵਲੋਂ ਲੈਂਡ ਪੂਲਿੰਗ ਸਕੀਮ ਤਹਿਤ ਅਕੁਆਇਰ ਕਰਵਾਈ ਜ਼ਮੀਨ ਵਿੱਚ ਪਲਾਟ ਲਏ ਗਏ ਤਾਂ ਉਨ੍ਹਾਂ ਤੋਂ ਪ੍ਰੈਫਰੈਂਸ਼ੀਅਲ ਲੋਕੇਸ਼ਨ ਚਾਰਜਿਜ਼ (ਪੀ.ਐਲ.ਸੀ.) ਲੈਣ ਸਬੰਧੀ ਜਾਣਕਾਰੀ ਨਹੀਂ ਦਿੱਤੀ ਗਈ। ਉਨ੍ਹਾਂ ਕਿਹਾ ਕਿ ਜੇਕਰ ਜ਼ਿਮੀਂਦਾਰ ਕਾਰਨਰ ਜਾਂ ਫੇਸਿੰਗ ਪਾਰਕ ਵਾਲੇ ਪਲਾਟ ਨਹੀਂ ਲੈਣਾ ਚਾਹੁੰਦੇ ਤਾਂ ਗਮਾਡਾ ਅਧਿਕਾਰੀਆਂ ਵਲੋਂ ਪਲਾਟ ਅਲਾਟ ਕਰਨ ਸਮੇਂ ਉਨ੍ਹਾਂ ਦੀ ਸਹਿਮਤੀ ਨਹੀਂ ਲਈ ਗਈ। ਉਨ੍ਹਾਂ ਕਿਹਾ ਕਿ ਗਮਾਡਾ ਵਲੋਂ ਜ਼ਮੀਨ ਮਾਲਕਾਂ ਨੂੰ ਨੋਟਿਸ ਭੇਜੇ ਜਾ ਰਹੇ ਹਨ ਅਤੇ ਪੀ.ਐਲ.ਸੀ. ਦੀ ਰਕਮ ਜਮ੍ਹਾਂ ਕਰਵਾਉਣ ਲਈ ਦਬਾਅ ਪਾਇਆ ਜਾ ਰਿਹਾ ਹੈ। ਜ਼ਿਮੀਂਦਾਰਾਂ ਨੇ ਕਿਹਾ ਕਿ ਜੇਕਰ ਉਨ੍ਹਾਂ ਦੀ ਮੰਗ ਨਾ ਮੰਨੀ ਗਈ ਤਾਂ ਉਹ ਅਦਾਲਤ ਦਾ ਸਹਾਰਾ ਲੈਣ ਲਈ ਮਜਬੂਰ ਹੋਣਗੇ। ਉਨ੍ਹਾਂ ਦਾਅਵਾ ਕੀਤਾ ਕਿ ਜ਼ਿਮੀਂਦਾਰਾਂ ਦੀ ਮੀਟਿੰਗ ਵਿੱਚ ਇਹ ਮੁੱਦਾ ਉਠਾਇਆ ਗਿਆ ਸੀ ਅਤੇ ਗਮਾਡਾ ਨੂੰ ਮੰਗ ਪੱਤਰ ਦਿੱਤਾ ਗਿਆ ਸੀ। bbox=[288, 2034, 514, 2429]
headline-senior-citizen: ਸੀਨੀਅਰ ਸਿਟੀਜ਼ਨ ਐਸੋਸੀਏਸ਼ਨ ਵੱਲੋਂ ਮੈਂਬਰਾਂ ਲਈ ਪਿਕਨਿਕ ਦਾ ਆਯੋਜਨ bbox=[61, 923, 740, 1015]
photo-house-crowd bbox=[1324, 1857, 1472, 2053]
photo-quiz-winners bbox=[1028, 226, 1472, 654]
photo-village-crowd bbox=[1020, 1857, 1320, 2053]
dateline: ਐਸ ਏ ਐਸ ਨਗਰ, 23 ਨਵੰਬਰ bbox=[776, 1726, 943, 1743]
subhead: ਲੈਂਡ ਪੂਲਿੰਗ ਪਾਲਿਸੀ ਵਿੱਚ ਜ਼ਿਕਰ ਨਾ ਹੋਣ ਦੇ ਬਾਵਜੂਦ ਗਮਾਡਾ ਵਲੋਂ ਪੀ.ਐਲ.ਸੀ. ਦੀ ਵਸੂਲੀ ਦਾ ਇਲਜ਼ਾਮ ਲਗਾਇਆ bbox=[69, 1895, 274, 2048]
dateline: ਐਸ ਏ ਐਸ ਨਗਰ, 23 ਨਵੰਬਰ bbox=[986, 1091, 1136, 1106]
article-body: ਗੁਰਦੁਆਰਾ ਨਾਨਕ ਦਰਬਾਰ ਸੈਕਟਰ 91 ਵਿਖੇ ਸ੍ਰੀ ਗੁਰੂ ਨਾਨਕ ਦੇਵ ਜੀ ਦੇ ਪ੍ਰਕਾਸ਼ ਪੁਰਬ ਨੂੰ ਸਮਰਪਿਤ 27 ਨਵੰਬਰ ਦਿਨ ਸੋਮਵਾਰ ਸਵੇਰੇ 9.30 ਤੋਂ ਬਾਅਦ ਦੁਪਹਿਰ 1 ਵਜੇ ਤੱਕ ਵਿਸ਼ਾਲ ਗੁਰਮਤਿ ਸਮਾਗਮ ਕਰਵਾਇਆ ਜਾ ਰਿਹਾ ਹੈ। ਇਸ ਸਬੰਧੀ ਜਾਣਕਾਰੀ ਦਿੰਦਿਆਂ ਪ੍ਰਧਾਨ ਰਵਿੰਦਰ ਸਿੰਘ ਨੇ ਦੱਸਿਆ ਕਿ ਇਸ ਸਮਾਗਮ ਵਿੱਚ ਬੀਬੀ ਹਰਪ੍ਰੀਤ ਕੌਰ, ਭਾਈ ਗੁਰਵਿੰਦਰ ਸਿੰਘ, ਭਾਈ ਪਰਮਿੰਦਰ ਸਿੰਘ, ਭਾਈ ਲਖਬੀਰ ਸਿੰਘ ਤੋਂ ਇਲਾਵਾ ਵੱਖ-ਵੱਖ ਰਾਗੀ ਢਾਡੀ ਅਤੇ ਕੀਰਤਨੀ ਜਥੇ ਸੰਗਤਾਂ ਨੂੰ ਕਥਾ ਕੀਰਤਨ ਦੀਆਂ ਵਿਚਾਰਾਂ ਦੁਆਰਾ ਨਿਹਾਲ ਕਰਨਗੇ। bbox=[777, 1140, 965, 1450]
brand-latin: PAIGAM-E-JAGAT bbox=[99, 89, 267, 110]
brand-gurmukhi: ਪੈਗਾਮ-ਏ-ਜਗਤ bbox=[1189, 84, 1320, 111]
section-title: ਖ਼ਬਰਨਾਮਾ bbox=[641, 64, 895, 136]
headline-brahmakumari: ਬ੍ਰਹਮਾਕੁਮਾਰੀ ਸੰਸਥਾ ਨੇ ਮੁਹਾਲੀ ਖੇਤਰ ਵਿੱਚ ਨਸ਼ਾ ਛੁਡਾਉਣ ਲਈ ਕੀਤੇ 75 ਪ੍ਰੋਗਰਾਮ bbox=[59, 169, 742, 259]
